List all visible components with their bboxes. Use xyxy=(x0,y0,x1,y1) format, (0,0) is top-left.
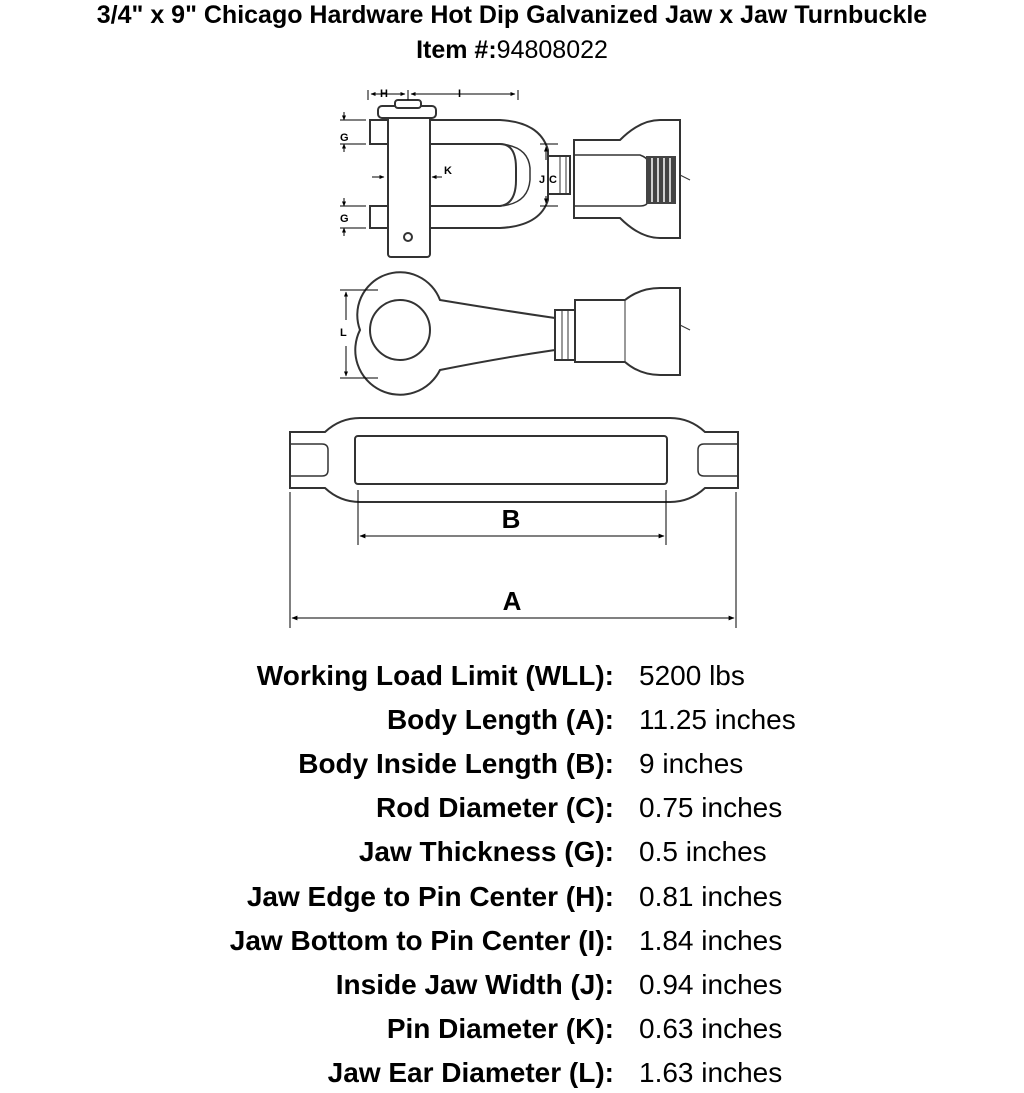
dim-label-i: I xyxy=(458,88,462,100)
jaw-side-view xyxy=(355,272,690,394)
spec-value: 9 inches xyxy=(639,748,744,779)
spec-label: Jaw Thickness (G): xyxy=(358,836,614,867)
dim-label-g-top: G xyxy=(340,132,349,144)
spec-row xyxy=(0,744,1024,784)
dim-label-j: J xyxy=(539,174,546,186)
spec-row xyxy=(0,1009,1024,1049)
dim-label-g-bottom: G xyxy=(340,213,349,225)
spec-value: 11.25 inches xyxy=(639,704,796,735)
dim-label-a: A xyxy=(502,586,522,616)
spec-value: 0.81 inches xyxy=(639,881,783,912)
spec-value: 0.75 inches xyxy=(639,792,783,823)
spec-label: Jaw Edge to Pin Center (H): xyxy=(246,881,614,912)
spec-row xyxy=(0,656,1024,696)
spec-label: Rod Diameter (C): xyxy=(375,792,614,823)
turnbuckle-body xyxy=(290,418,738,502)
spec-value: 1.84 inches xyxy=(639,925,783,956)
body-labels xyxy=(502,504,522,616)
dim-label-h: H xyxy=(380,88,388,100)
spec-row xyxy=(0,832,1024,872)
spec-label: Body Inside Length (B): xyxy=(298,748,614,779)
dim-label-b: B xyxy=(501,504,521,534)
spec-value: 0.5 inches xyxy=(639,836,767,867)
item-number-label: Item #: xyxy=(416,36,497,64)
spec-value: 1.63 inches xyxy=(639,1057,783,1088)
spec-row xyxy=(0,788,1024,828)
spec-row xyxy=(0,965,1024,1005)
dim-label-c: C xyxy=(549,174,557,186)
spec-label: Body Length (A): xyxy=(386,704,614,735)
spec-value: 0.94 inches xyxy=(639,969,783,1000)
spec-label: Jaw Bottom to Pin Center (I): xyxy=(229,925,614,956)
spec-label: Pin Diameter (K): xyxy=(386,1013,614,1044)
spec-label: Jaw Ear Diameter (L): xyxy=(327,1057,614,1088)
spec-row xyxy=(0,877,1024,917)
dim-label-k: K xyxy=(444,165,452,177)
jaw-top-view xyxy=(370,100,690,257)
spec-row xyxy=(0,700,1024,740)
product-title: 3/4" x 9" Chicago Hardware Hot Dip Galvanized Jaw x Jaw Turnbuckle xyxy=(96,1,928,29)
spec-value: 5200 lbs xyxy=(639,660,745,691)
spec-label: Inside Jaw Width (J): xyxy=(335,969,614,1000)
spec-label: Working Load Limit (WLL): xyxy=(256,660,614,691)
dim-label-l: L xyxy=(340,327,347,339)
spec-value: 0.63 inches xyxy=(639,1013,783,1044)
spec-row xyxy=(0,1053,1024,1093)
spec-row xyxy=(0,921,1024,961)
item-number: 94808022 xyxy=(496,36,608,64)
